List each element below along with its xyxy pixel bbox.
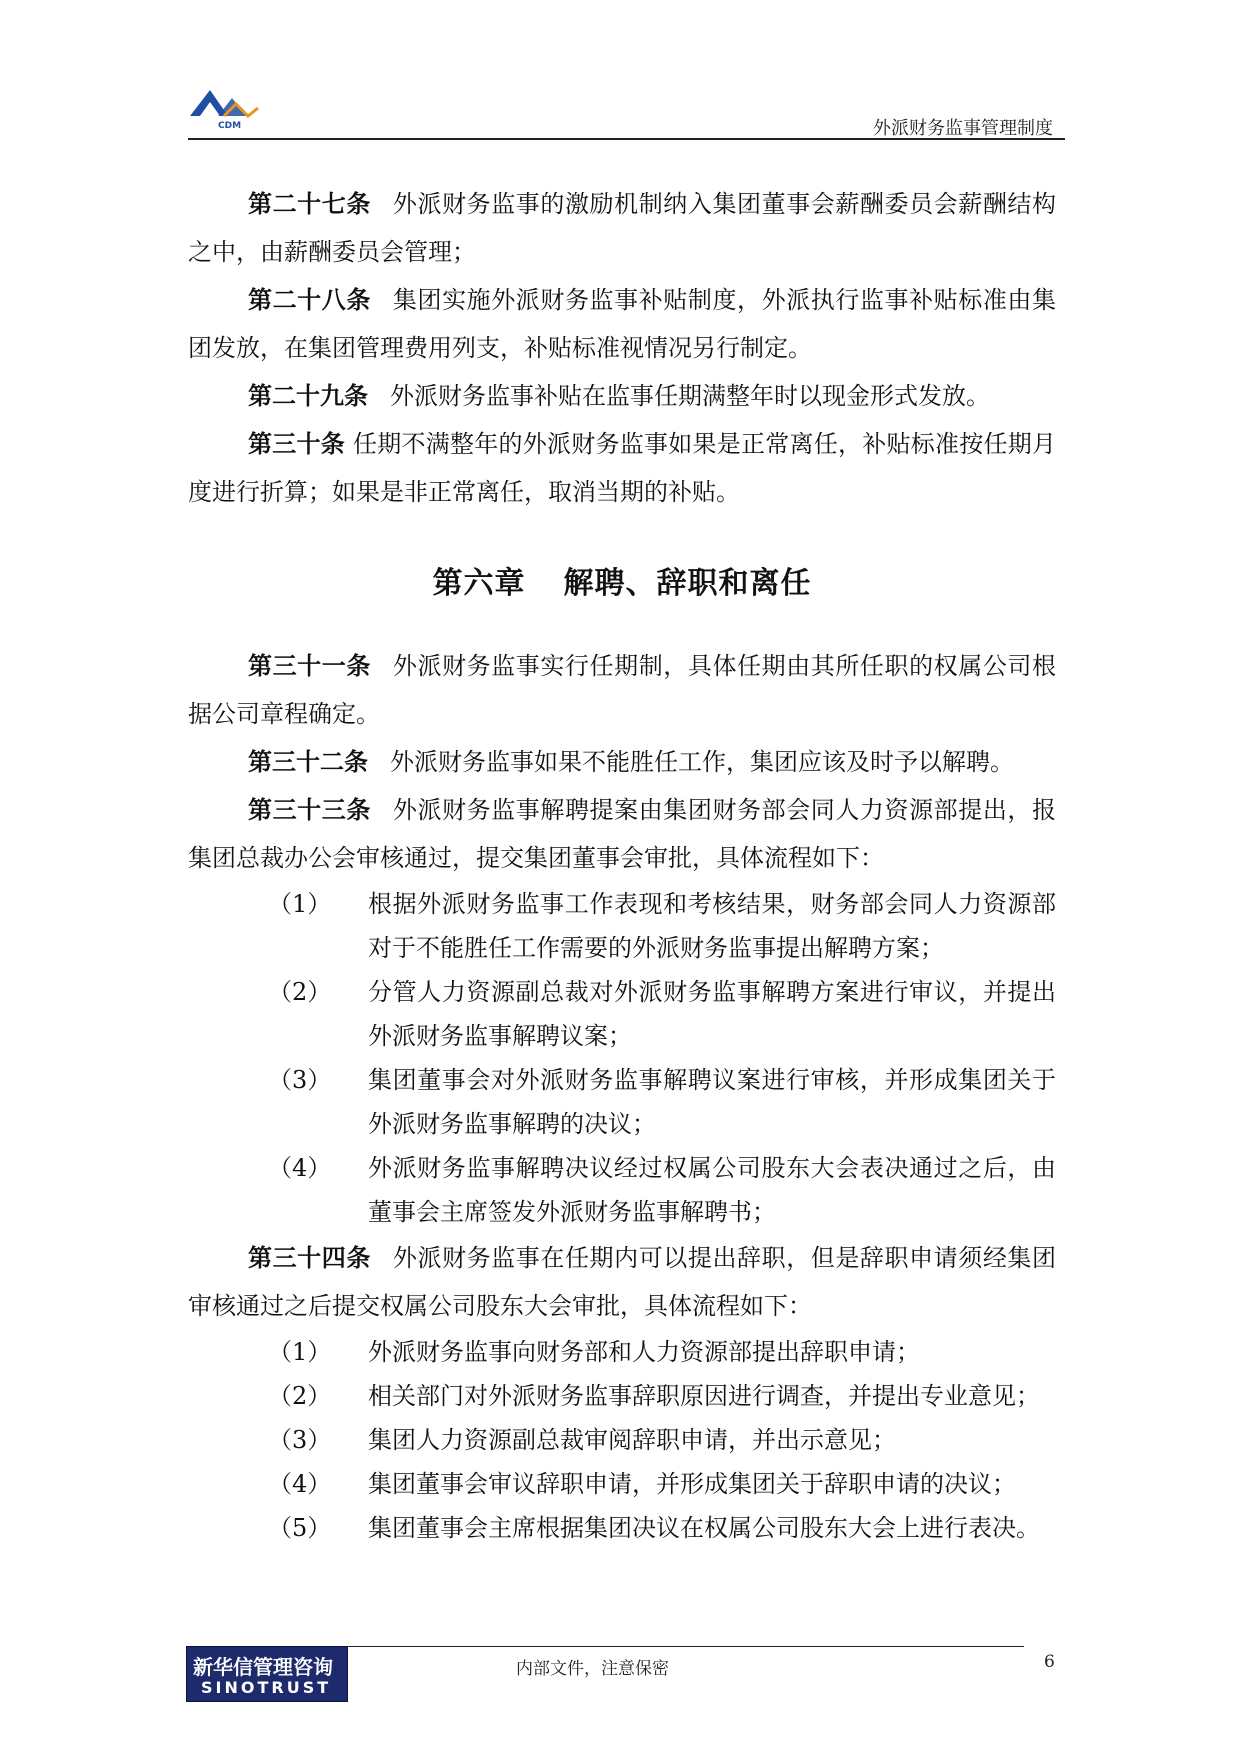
article-32 [188,738,1056,786]
page-footer [186,1638,1066,1718]
step-text: 集团董事会主席根据集团决议在权属公司股东大会上进行表决。 [368,1514,1040,1542]
article-text: 任期不满整年的外派财务监事如果是正常离任，补贴标准按任期月度进行折算；如果是非正常离任，取消当期的补贴。 [188,430,1056,506]
article-number: 第三十一条 [248,652,371,680]
step-text: 集团董事会审议辞职申请，并形成集团关于辞职申请的决议； [368,1470,1016,1498]
step-text: 外派财务监事向财务部和人力资源部提出辞职申请； [368,1338,920,1366]
page-header [188,86,1065,142]
list-item [188,882,1056,970]
confidential-note: 内部文件，注意保密 [516,1659,669,1679]
chapter-title: 解聘、辞职和离任 [563,566,812,601]
article-28 [188,276,1056,372]
article-31 [188,642,1056,738]
list-item [188,1058,1056,1146]
step-index: （2） [268,1382,332,1410]
article-number: 第二十八条 [248,286,371,314]
page-number: 6 [1044,1652,1055,1672]
company-logo-icon [188,86,270,130]
article-number: 第三十条 [248,430,345,458]
article-text: 外派财务监事补贴在监事任期满整年时以现金形式发放。 [390,382,990,410]
step-index: （4） [268,1470,332,1498]
article-33-steps [188,882,1056,1234]
article-text: 外派财务监事的激励机制纳入集团董事会薪酬委员会薪酬结构之中，由薪酬委员会管理； [188,190,1057,266]
article-text: 外派财务监事解聘提案由集团财务部会同人力资源部提出，报集团总裁办公会审核通过，提交集团董事会审批，具体流程如下： [188,796,1057,872]
article-34 [188,1234,1056,1330]
step-index: （3） [268,1426,332,1454]
list-item [188,1330,1056,1374]
brand-name-cn: 新华信管理咨询 [193,1655,333,1679]
list-item [188,1374,1056,1418]
article-34-steps [188,1330,1056,1550]
chapter-heading [188,558,1056,602]
article-number: 第二十九条 [248,382,368,410]
step-index: （2） [268,978,332,1006]
step-text: 集团董事会对外派财务监事解聘议案进行审核，并形成集团关于外派财务监事解聘的决议； [368,1066,1056,1138]
step-index: （5） [268,1514,332,1542]
list-item [188,1506,1056,1550]
step-text: 外派财务监事解聘决议经过权属公司股东大会表决通过之后，由董事会主席签发外派财务监事解聘书； [368,1154,1056,1226]
article-text: 外派财务监事在任期内可以提出辞职，但是辞职申请须经集团审核通过之后提交权属公司股东大会审批，具体流程如下： [188,1244,1057,1320]
chapter-number: 第六章 [432,566,526,601]
article-number: 第三十二条 [248,748,368,776]
article-30 [188,420,1056,516]
article-33 [188,786,1056,882]
article-text: 外派财务监事如果不能胜任工作，集团应该及时予以解聘。 [390,748,1014,776]
article-text: 集团实施外派财务监事补贴制度，外派执行监事补贴标准由集团发放，在集团管理费用列支，补贴标准视情况另行制定。 [188,286,1057,362]
step-text: 根据外派财务监事工作表现和考核结果，财务部会同人力资源部对于不能胜任工作需要的外派财务监事提出解聘方案； [368,890,1056,962]
document-title: 外派财务监事管理制度 [873,118,1053,139]
step-index: （4） [268,1154,332,1182]
list-item [188,1418,1056,1462]
brand-name-en: SINOTRUST [201,1678,332,1697]
list-item [188,970,1056,1058]
step-text: 相关部门对外派财务监事辞职原因进行调查，并提出专业意见； [368,1382,1040,1410]
step-index: （3） [268,1066,332,1094]
document-body [188,180,1056,1550]
article-number: 第二十七条 [248,190,371,218]
logo-text: CDM [218,121,242,130]
step-index: （1） [268,1338,332,1366]
sinotrust-logo [186,1646,348,1702]
article-number: 第三十四条 [248,1244,371,1272]
article-29 [188,372,1056,420]
article-27 [188,180,1056,276]
list-item [188,1146,1056,1234]
step-index: （1） [268,890,332,918]
article-number: 第三十三条 [248,796,371,824]
list-item [188,1462,1056,1506]
article-text: 外派财务监事实行任期制，具体任期由其所任职的权属公司根据公司章程确定。 [188,652,1057,728]
header-rule [188,138,1065,140]
step-text: 分管人力资源副总裁对外派财务监事解聘方案进行审议，并提出外派财务监事解聘议案； [368,978,1056,1050]
step-text: 集团人力资源副总裁审阅辞职申请，并出示意见； [368,1426,896,1454]
